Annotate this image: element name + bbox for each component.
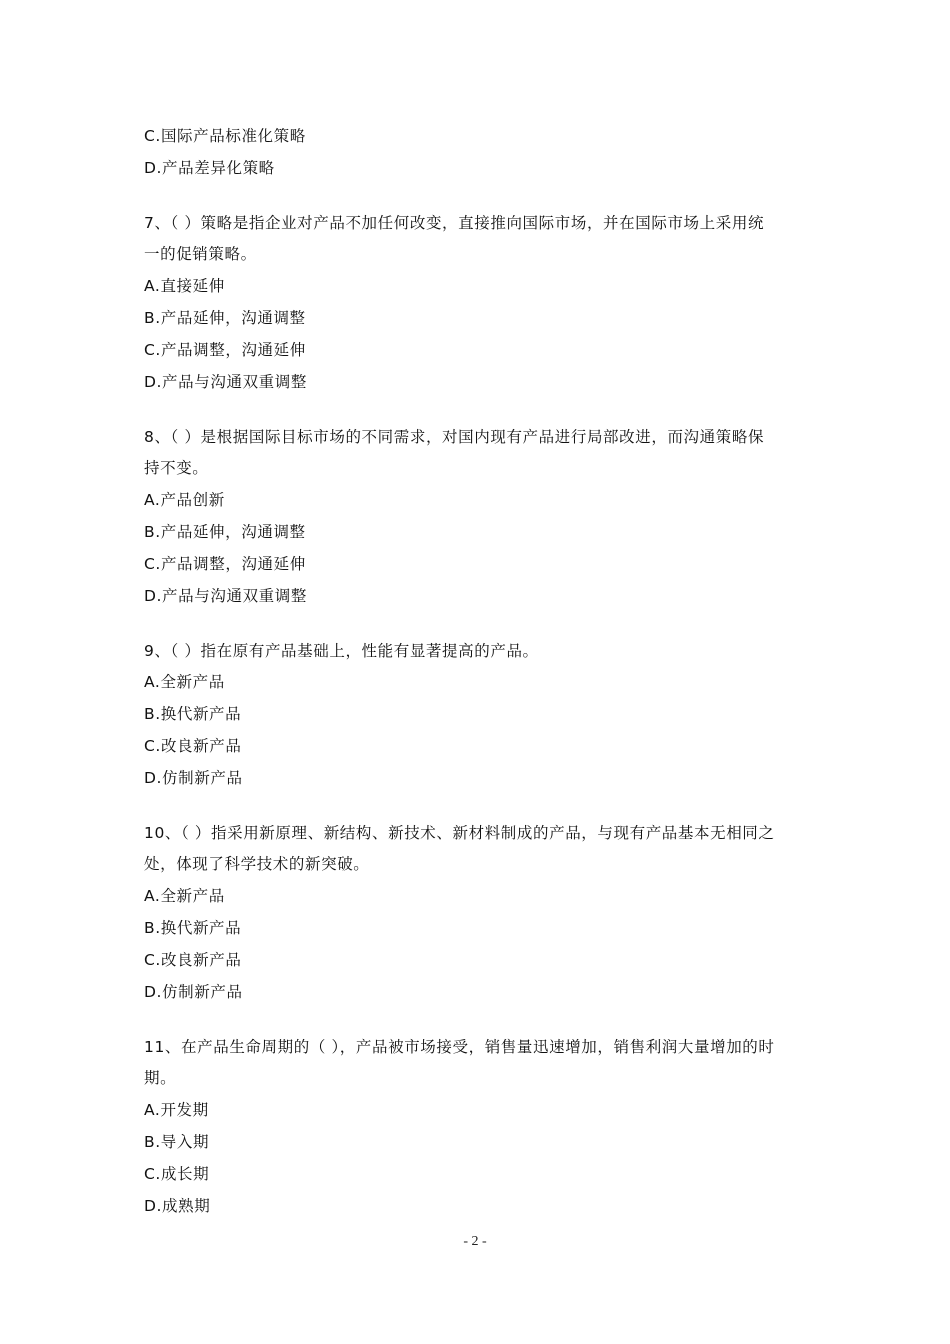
q8-option-c: C.产品调整，沟通延伸 (144, 555, 306, 573)
q7-stem-line-1: 7、（ ）策略是指企业对产品不加任何改变，直接推向国际市场，并在国际市场上采用统 (144, 214, 765, 232)
q10-option-c: C.改良新产品 (144, 951, 242, 969)
q8-stem-line-1: 8、（ ）是根据国际目标市场的不同需求，对国内现有产品进行局部改进，而沟通策略保 (144, 428, 765, 446)
q7-option-a: A.直接延伸 (144, 277, 225, 295)
q9-option-b: B.换代新产品 (144, 705, 242, 723)
q9-option-c: C.改良新产品 (144, 737, 242, 755)
q11-stem-line-1: 11、在产品生命周期的（ ），产品被市场接受，销售量迅速增加，销售利润大量增加的时 (144, 1038, 775, 1056)
q9-option-d: D.仿制新产品 (144, 769, 243, 787)
q8-option-a: A.产品创新 (144, 491, 225, 509)
q9-option-a: A.全新产品 (144, 673, 225, 691)
q11-option-b: B.导入期 (144, 1133, 210, 1151)
q10-stem-line-2: 处，体现了科学技术的新突破。 (144, 855, 370, 873)
q11-option-a: A.开发期 (144, 1101, 209, 1119)
q7-option-c: C.产品调整，沟通延伸 (144, 341, 306, 359)
q8-option-b: B.产品延伸，沟通调整 (144, 523, 306, 541)
q6-option-d: D.产品差异化策略 (144, 159, 275, 177)
q9-stem-line-1: 9、（ ）指在原有产品基础上，性能有显著提高的产品。 (144, 642, 539, 660)
q7-option-b: B.产品延伸，沟通调整 (144, 309, 306, 327)
q8-stem-line-2: 持不变。 (144, 459, 209, 477)
q10-option-d: D.仿制新产品 (144, 983, 243, 1001)
q7-stem-line-2: 一的促销策略。 (144, 245, 257, 263)
q6-option-c: C.国际产品标准化策略 (144, 127, 306, 145)
q11-option-d: D.成熟期 (144, 1197, 211, 1215)
q11-stem-line-2: 期。 (144, 1069, 177, 1087)
page-number: - 2 - (463, 1234, 487, 1249)
q7-option-d: D.产品与沟通双重调整 (144, 373, 307, 391)
q8-option-d: D.产品与沟通双重调整 (144, 587, 307, 605)
q10-stem-line-1: 10、（ ）指采用新原理、新结构、新技术、新材料制成的产品，与现有产品基本无相同之 (144, 824, 775, 842)
q10-option-b: B.换代新产品 (144, 919, 242, 937)
q10-option-a: A.全新产品 (144, 887, 225, 905)
q11-option-c: C.成长期 (144, 1165, 210, 1183)
